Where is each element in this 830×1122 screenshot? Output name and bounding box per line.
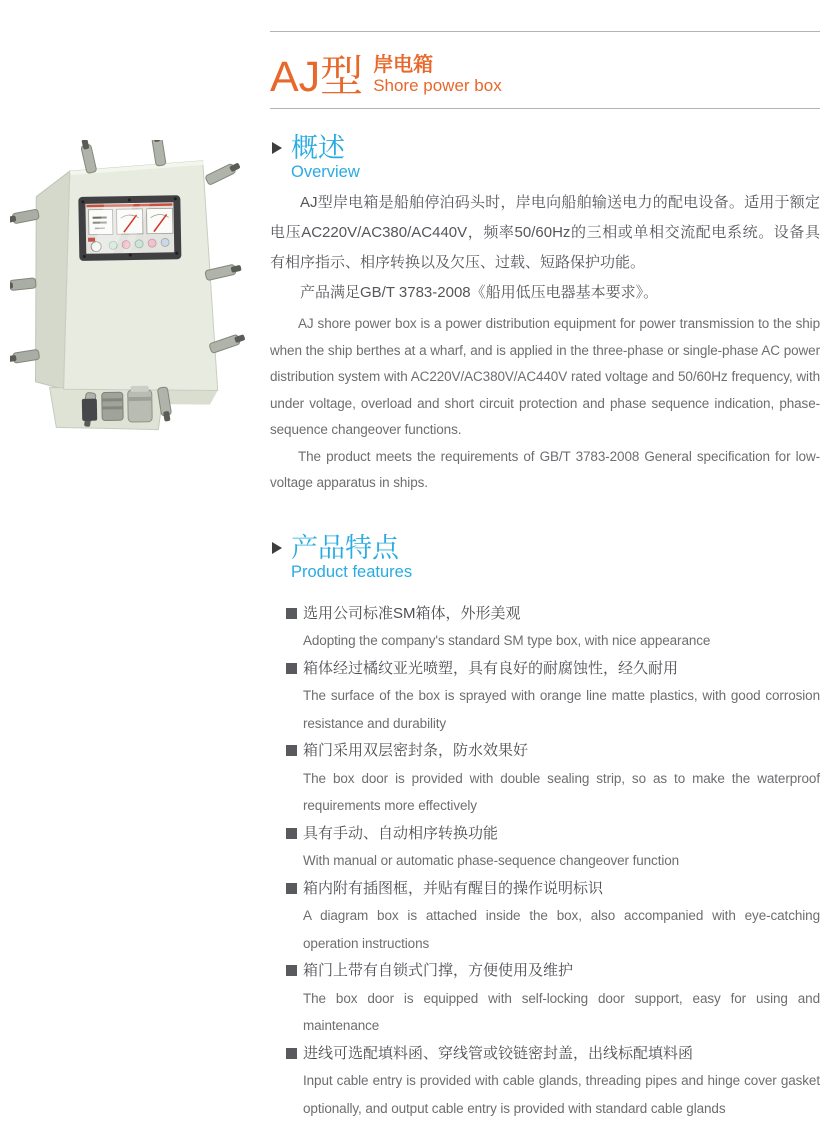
analog-meter — [147, 208, 173, 233]
feature-text-cn: 进线可选配填料函、穿线管或铰链密封盖，出线标配填料函 — [303, 1045, 693, 1062]
feature-text-en: A diagram box is attached inside the box, also accompanied with eye-catching operation instructions — [303, 902, 820, 957]
section-title-en: Product features — [291, 562, 820, 583]
latch-icon — [10, 278, 36, 291]
feature-item — [286, 820, 820, 875]
model-name: AJ型 — [270, 57, 363, 98]
overview-paragraph-cn: 产品满足GB/T 3783-2008《船用低压电器基本要求》。 — [270, 278, 820, 308]
feature-item — [286, 737, 820, 820]
feature-item — [286, 1040, 820, 1122]
square-bullet-icon — [286, 745, 297, 756]
content-column — [270, 0, 820, 1122]
feature-item — [286, 957, 820, 1040]
square-bullet-icon — [286, 1048, 297, 1059]
feature-item — [286, 875, 820, 958]
meter-window — [78, 195, 181, 261]
feature-text-en: Adopting the company's standard SM type box, with nice appearance — [303, 627, 820, 655]
box-front-face — [60, 161, 218, 394]
square-bullet-icon — [286, 663, 297, 674]
square-bullet-icon — [286, 965, 297, 976]
feature-text-en: With manual or automatic phase-sequence changeover function — [303, 847, 820, 875]
feature-text-cn: 具有手动、自动相序转换功能 — [303, 825, 498, 842]
page-title — [270, 40, 820, 98]
latch-icon — [151, 140, 166, 166]
feature-text-en: The box door is provided with double sealing strip, so as to make the waterproof requirements more effectively — [303, 765, 820, 820]
feature-text-cn: 箱门采用双层密封条，防水效果好 — [303, 742, 528, 759]
feature-text-cn: 箱内附有插图框，并贴有醒目的操作说明标识 — [303, 880, 603, 897]
overview-paragraph-en: AJ shore power box is a power distribution equipment for power transmission to the ship when the ship berthes at a wharf, and is applied in the three-phase or single-phase AC power distribution system with AC220V/AC380V/AC440V rated voltage and 50/60Hz frequency, with under voltage, overload and short circuit protection and phase sequence indication, phase-sequence changeover functions. — [270, 311, 820, 444]
feature-cn-line — [286, 600, 820, 628]
overview-paragraph-cn: AJ型岸电箱是船舶停泊码头时，岸电向船舶输送电力的配电设备。适用于额定电压AC220V/AC380/AC440V，频率50/60Hz的三相或单相交流配电系统。设备具有相序指示、相序转换以及欠压、过载、短路保护功能。 — [270, 188, 820, 278]
latch-icon — [205, 161, 242, 186]
feature-item — [286, 600, 820, 655]
cable-gland — [128, 386, 153, 422]
product-name-cn: 岸电箱 — [373, 54, 502, 76]
section-marker-icon — [272, 542, 282, 554]
feature-cn-line — [286, 957, 820, 985]
feature-text-en: Input cable entry is provided with cable glands, threading pipes and hinge cover gasket optionally, and output cable entry is provided with standard cable glands — [303, 1067, 820, 1122]
title-divider — [270, 108, 820, 109]
section-marker-icon — [272, 142, 282, 154]
latch-icon — [10, 209, 39, 225]
latch-icon — [79, 140, 96, 174]
feature-text-cn: 箱体经过橘纹亚光喷塑，具有良好的耐腐蚀性，经久耐用 — [303, 660, 678, 677]
latch-icon — [205, 263, 242, 281]
feature-text-en: The box door is equipped with self-locking door support, easy for using and maintenance — [303, 985, 820, 1040]
feature-item — [286, 655, 820, 738]
feature-text-en: The surface of the box is sprayed with orange line matte plastics, with good corrosion resistance and durability — [303, 682, 820, 737]
section-title-en: Overview — [291, 162, 820, 183]
product-name-en: Shore power box — [373, 76, 502, 96]
feature-cn-line — [286, 655, 820, 683]
feature-cn-line — [286, 737, 820, 765]
overview-paragraph-en: The product meets the requirements of GB/T 3783-2008 General specification for low-voltage apparatus in ships. — [270, 444, 820, 497]
top-divider — [270, 31, 820, 32]
shore-power-box-photo — [10, 140, 256, 448]
feature-text-cn: 箱门上带有自锁式门撑，方便使用及维护 — [303, 962, 573, 979]
section-header-features — [270, 534, 820, 583]
overview-en-block — [270, 311, 820, 497]
product-photo — [10, 140, 256, 448]
feature-cn-line — [286, 1040, 820, 1068]
feature-list — [270, 600, 820, 1122]
section-title-cn: 产品特点 — [291, 534, 820, 562]
feature-text-cn: 选用公司标准SM箱体，外形美观 — [303, 605, 521, 622]
feature-cn-line — [286, 875, 820, 903]
section-title-cn: 概述 — [291, 134, 820, 162]
square-bullet-icon — [286, 608, 297, 619]
square-bullet-icon — [286, 883, 297, 894]
overview-cn-block — [270, 188, 820, 308]
square-bullet-icon — [286, 828, 297, 839]
feature-cn-line — [286, 820, 820, 848]
section-header-overview — [270, 134, 820, 183]
